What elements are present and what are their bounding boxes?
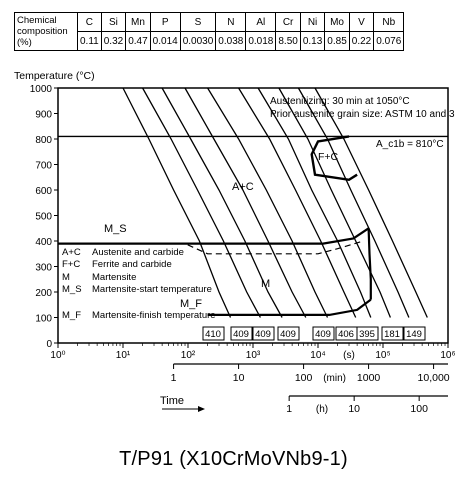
hardness-value: 409 — [280, 329, 296, 340]
time-arrow-head — [198, 406, 205, 412]
x-tick-label: 10² — [180, 350, 196, 361]
x-tick-label: 10⁰ — [50, 350, 66, 361]
element-value: 0.32 — [101, 32, 125, 51]
y-tick-label: 0 — [46, 339, 52, 350]
region-fc-label: F+C — [318, 151, 339, 163]
cooling-curve — [298, 88, 409, 318]
element-symbol: N — [216, 13, 246, 32]
mf-label: M_F — [180, 298, 202, 310]
element-symbol: Mo — [325, 13, 349, 32]
composition-label: Chemical composition (%) — [15, 13, 78, 51]
legend-mf-text: Martensite-finish temperature — [92, 310, 216, 321]
y-tick-label: 400 — [35, 237, 52, 248]
hardness-value: 181 — [384, 329, 400, 340]
legend-mf-key: M_F — [62, 310, 81, 321]
legend-fc-text: Ferrite and carbide — [92, 259, 172, 270]
y-tick-label: 700 — [35, 160, 52, 172]
element-value: 0.13 — [300, 32, 324, 51]
y-tick-label: 800 — [35, 135, 52, 146]
hours-unit-label: (h) — [315, 404, 329, 415]
y-tick-label: 500 — [35, 211, 52, 223]
element-symbol: Cr — [276, 13, 300, 32]
y-tick-label: 900 — [35, 109, 52, 121]
element-value: 0.038 — [216, 32, 246, 51]
y-tick-label: 100 — [35, 313, 52, 325]
y-tick-label: 200 — [35, 288, 52, 299]
y-tick-label: 600 — [35, 186, 52, 197]
ms-label: M_S — [104, 223, 127, 235]
legend-ms-key: M_S — [62, 284, 82, 295]
mf-line — [208, 300, 371, 315]
ac1b-label: A_c1b = 810°C — [376, 139, 444, 150]
element-value: 0.014 — [150, 32, 180, 51]
cooling-curve — [258, 88, 371, 318]
time-label: Time — [160, 395, 185, 407]
hardness-value: 409 — [315, 329, 331, 340]
x-tick-label: 10⁴ — [310, 350, 326, 361]
legend-m-key: M — [62, 272, 70, 283]
element-symbol: C — [78, 13, 102, 32]
y-axis-label: Temperature (°C) — [14, 70, 95, 82]
element-value: 0.11 — [78, 32, 102, 51]
minutes-tick-label: 10 — [232, 372, 245, 384]
legend-ac-key: A+C — [62, 247, 81, 258]
element-symbol: Mn — [126, 13, 150, 32]
minutes-tick-label: 1000 — [356, 372, 381, 384]
x-tick-label: 10⁵ — [375, 350, 391, 361]
x-tick-label: 10¹ — [115, 350, 131, 361]
x-tick-label: 10³ — [245, 350, 261, 361]
legend-ms-text: Martensite-start temperature — [92, 284, 212, 295]
austenitizing-note: Austenitizing: 30 min at 1050°C — [270, 96, 410, 107]
element-value: 0.018 — [246, 32, 276, 51]
region-ac-label: A+C — [232, 181, 254, 193]
legend-ac-text: Austenite and carbide — [92, 247, 184, 258]
hardness-value: 409 — [255, 329, 271, 340]
minutes-tick-label: 1 — [170, 372, 177, 384]
hours-tick-label: 10 — [348, 403, 361, 415]
minutes-tick-label: 100 — [294, 372, 313, 384]
y-tick-label: 300 — [35, 262, 52, 274]
element-symbol: Al — [246, 13, 276, 32]
hardness-value: 149 — [406, 329, 422, 340]
element-symbol: Nb — [374, 13, 404, 32]
hardness-value: 409 — [233, 329, 249, 340]
legend-fc-key: F+C — [62, 259, 81, 270]
element-symbol: Si — [101, 13, 125, 32]
hours-tick-label: 100 — [410, 403, 428, 415]
hardness-value: 406 — [338, 329, 354, 340]
minutes-unit-label: (min) — [323, 373, 346, 384]
element-value: 0.47 — [126, 32, 150, 51]
element-symbol: P — [150, 13, 180, 32]
region-m-label: M — [261, 278, 271, 290]
element-symbol: Ni — [300, 13, 324, 32]
element-value: 0.85 — [325, 32, 349, 51]
element-value: 8.50 — [276, 32, 300, 51]
x-unit-label: (s) — [343, 350, 355, 361]
cooling-curve — [239, 88, 356, 318]
element-symbol: V — [349, 13, 373, 32]
grain-size-note: Prior austenite grain size: ASTM 10 and 3 — [270, 109, 455, 120]
hours-tick-label: 1 — [286, 403, 293, 415]
x-tick-label: 10⁶ — [440, 350, 456, 361]
hardness-value: 395 — [359, 329, 375, 340]
element-symbol: S — [180, 13, 216, 32]
element-value: 0.22 — [349, 32, 373, 51]
element-value: 0.0030 — [180, 32, 216, 51]
y-tick-label: 1000 — [29, 84, 52, 95]
steel-grade-caption: T/P91 (X10CrMoVNb9-1) — [119, 448, 348, 470]
martensite-boundary — [369, 228, 371, 299]
element-value: 0.076 — [374, 32, 404, 51]
hardness-value: 410 — [205, 329, 221, 340]
legend-m-text: Martensite — [92, 272, 137, 283]
minutes-tick-label: 10,000 — [417, 372, 450, 384]
